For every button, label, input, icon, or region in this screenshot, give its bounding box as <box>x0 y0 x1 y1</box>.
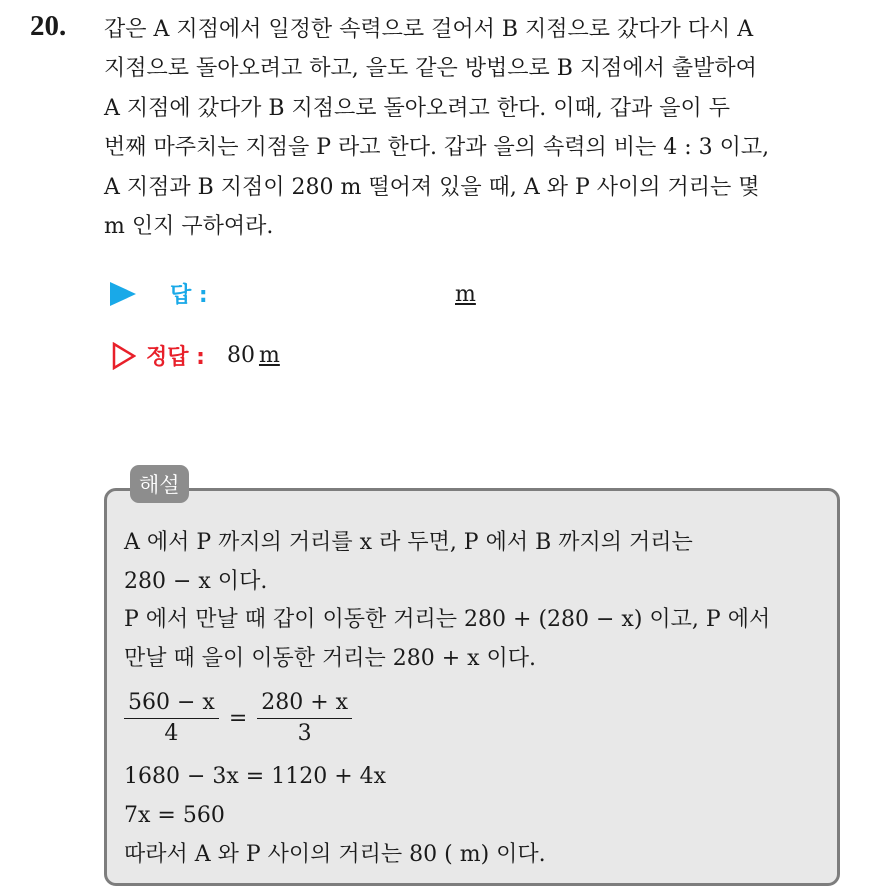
question-line: A 지점에 갔다가 B 지점으로 돌아오려고 한다. 이때, 갑과 을이 두 <box>104 95 731 121</box>
answer-row <box>110 278 208 309</box>
fraction-right <box>257 690 352 747</box>
solution-line: A 에서 P 까지의 거리를 x 라 두면, P 에서 B 까지의 거리는 <box>124 530 693 555</box>
question-number: 20. <box>30 10 67 42</box>
question-text <box>104 10 869 246</box>
question-line: 지점으로 돌아오려고 하고, 을도 같은 방법으로 B 지점에서 출발하여 <box>104 56 757 82</box>
question-line: A 지점과 B 지점이 280 m 떨어져 있을 때, A 와 P 사이의 거리는 몇 <box>104 174 760 200</box>
question-line: m 인지 구하여라. <box>104 214 274 240</box>
fraction-left-denominator: 4 <box>164 720 179 746</box>
solution-line: 따라서 A 와 P 사이의 거리는 80 ( m) 이다. <box>124 841 546 867</box>
correct-answer-value <box>227 343 280 368</box>
fraction-right-denominator: 3 <box>297 720 312 746</box>
equals-sign: = <box>228 705 248 731</box>
fraction-right-numerator: 280 + x <box>257 690 352 719</box>
fraction-left-numerator: 560 − x <box>124 690 219 719</box>
answer-label: 답 : <box>170 283 208 308</box>
solution-line: 7x = 560 <box>124 802 225 828</box>
fraction-left <box>124 690 219 747</box>
play-triangle-icon <box>110 282 136 306</box>
question-line: 번째 마주치는 지점을 P 라고 한다. 갑과 을의 속력의 비는 4 : 3 이고, <box>104 135 770 161</box>
solution-line: 280 − x 이다. <box>124 568 268 594</box>
correct-answer-row <box>112 340 280 371</box>
correct-answer-number: 80 <box>226 343 255 368</box>
fraction-equation <box>124 678 824 758</box>
solution-line: 만날 때 을이 이동한 거리는 280 + x 이다. <box>124 645 537 671</box>
solution-tag: 해설 <box>130 465 189 503</box>
solution-text <box>124 524 824 874</box>
solution-line: 1680 − 3x = 1120 + 4x <box>124 764 387 790</box>
answer-unit: m <box>455 282 476 307</box>
solution-line: P 에서 만날 때 갑이 이동한 거리는 280 + (280 − x) 이고, P 에서 <box>124 607 771 633</box>
correct-answer-label: 정답 : <box>146 345 205 370</box>
question-line: 갑은 A 지점에서 일정한 속력으로 걸어서 B 지점으로 갔다가 다시 A <box>104 17 754 42</box>
outline-triangle-icon <box>112 342 136 370</box>
correct-answer-unit: m <box>258 343 280 368</box>
